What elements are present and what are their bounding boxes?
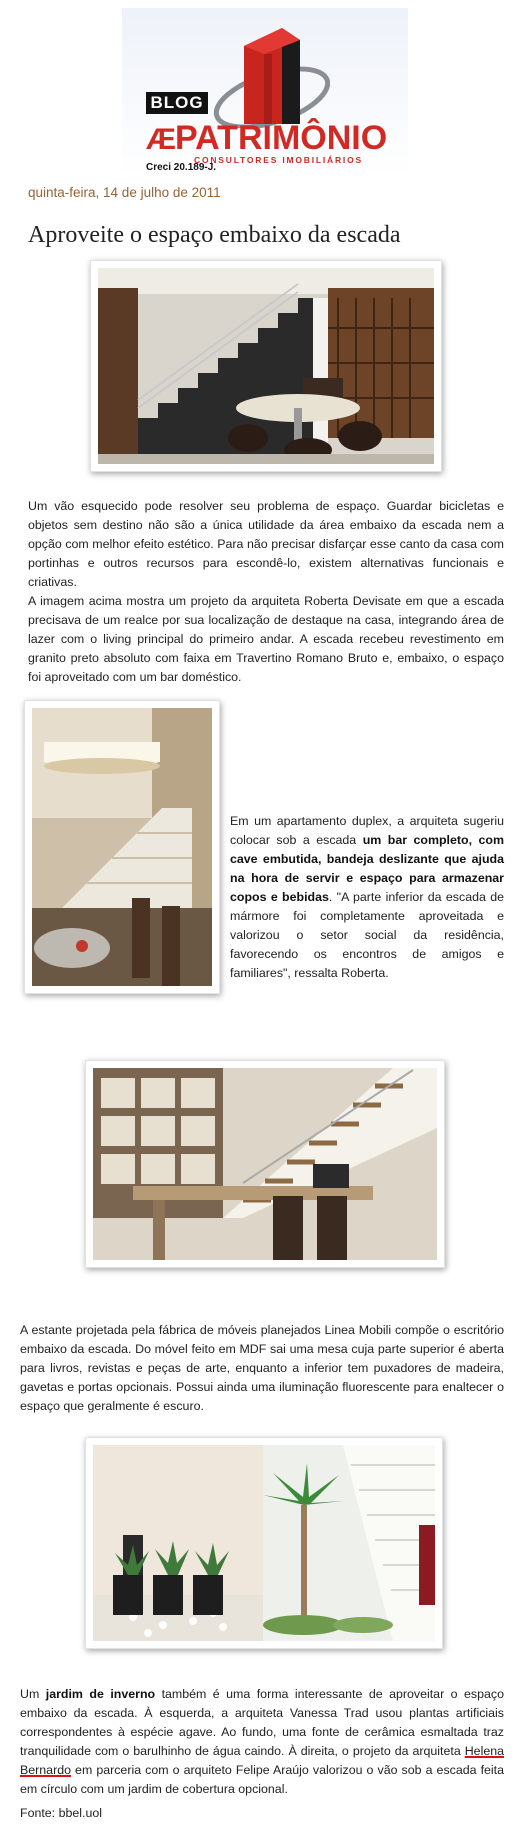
post-image-duplex-bar[interactable] [24,700,220,994]
paragraph-winter-garden [20,1685,504,1799]
blog-label: BLOG [146,92,208,114]
brand-name [146,118,408,158]
paragraph-duplex-text-a: Em um apartamento duplex, a arquiteta sugeriu colocar sob a escada [230,814,504,847]
paragraph-linea-mobili: A estante projetada pela fábrica de móveis planejados Linea Mobili compõe o escritório embaixo da escada. Do móvel feito em MDF sai uma mesa cuja parte superior é aberta para livros, revistas e peças de arte, enquanto a inferior tem puxadores de madeira, gavetas e portas opcionais. Possui ainda uma iluminação fluorescente para enaltecer o espaço que geralmente é escuro. [20,1323,504,1413]
paragraph-winter-garden-text-b: também é uma forma interessante de aproveitar o espaço embaixo da escada. À esquerda, a arquiteta Vanessa Trad usou plantas artificiais correspondentes à espécie agave. Ao fundo, uma fonte de cerâmica esmaltada traz tranquilidade com o barulhinho de água caindo. À direita, o projeto da arquiteta [20,1687,504,1758]
brand-mark: Æ [146,123,173,156]
paragraph-winter-garden-text-c: em parceria com o arquiteto Felipe Araújo valorizou o vão sob a escada feita em círculo com um jardim de cobertura opcional. [20,1763,504,1796]
brand-name-text: PATRIMÔNIO [175,119,388,157]
blog-logo[interactable] [122,8,408,176]
building-logo-icon [210,24,330,128]
photo-duplex-bar [32,708,212,986]
post-image-staircase-bar[interactable] [90,260,442,472]
post-source: Fonte: bbel.uol [20,1806,102,1820]
paragraph-winter-garden-text-a: Um [20,1687,46,1701]
creci-number: Creci 20.189-J. [146,162,217,173]
paragraph-winter-garden-bold: jardim de inverno [45,1687,156,1701]
post-image-office[interactable] [85,1060,445,1268]
photo-office-under-stairs [93,1068,437,1260]
post-title[interactable]: Aproveite o espaço embaixo da escada [28,222,401,248]
link-helena-bernardo[interactable]: Helena Bernardo [20,1744,504,1777]
paragraph-duplex [230,812,504,983]
brand-tagline: CONSULTORES IMOBILIÁRIOS [194,155,363,165]
post-image-winter-garden[interactable] [85,1437,443,1649]
post-date: quinta-feira, 14 de julho de 2011 [28,185,221,200]
paragraph-roberta-devisate: A imagem acima mostra um projeto da arquiteta Roberta Devisate em que a escada precisava de um realce por sua localização de destaque na casa, integrando área de lazer com o living principal do primeiro andar. A escada recebeu revestimento em granito preto absoluto com faixa em Travertino Romano Bruto e, embaixo, o espaço foi aproveitado com um bar doméstico. [28,594,504,684]
photo-winter-garden [93,1445,435,1641]
photo-staircase-bar [98,268,434,464]
paragraph-duplex-bold: um bar completo, com cave embutida, bandeja deslizante que ajuda na hora de servir e espaço para armazenar copos e bebidas [230,833,504,904]
paragraph-duplex-text-b: . "A parte inferior da escada de mármore foi completamente aproveitada e valorizou o setor social da residência, favorecendo os encontros de amigos e familiares", ressalta Roberta. [230,890,504,980]
paragraph-intro: Um vão esquecido pode resolver seu problema de espaço. Guardar bicicletas e objetos sem destino não são a única utilidade da área embaixo da escada nem a opção com melhor efeito estético. Para não precisar disfarçar esse canto da casa com portinhas e outros recursos para escondê-lo, existem alternativas funcionais e criativas. [28,499,504,589]
